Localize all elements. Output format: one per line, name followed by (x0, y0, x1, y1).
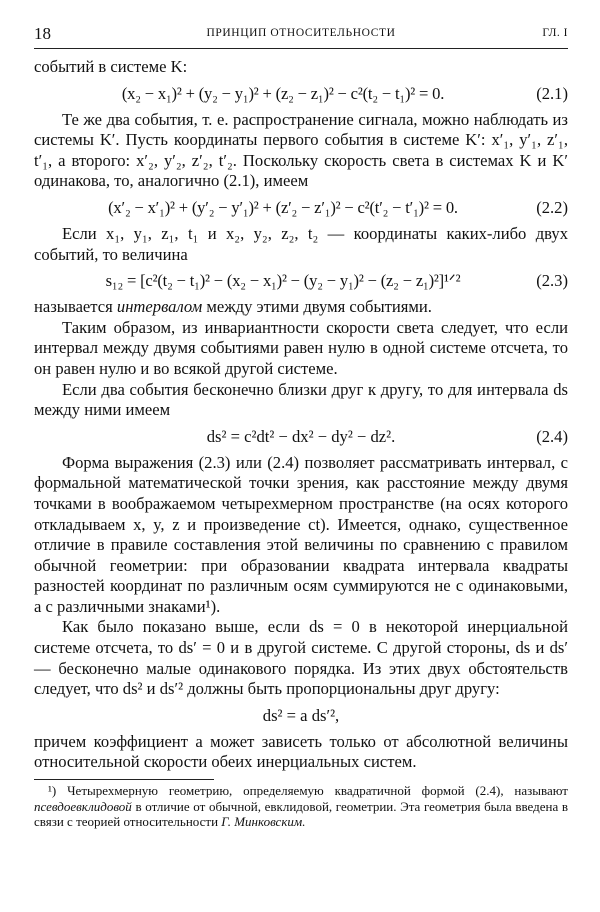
equation-2-2-formula: (x′₂ − x′₁)² + (y′₂ − y′₁)² + (z′₂ − z′₁)² − c²(t′₂ − t′₁)² = 0. (108, 197, 458, 217)
footnote-text-start: Четырехмерную геометрию, определяемую квадратичной формой (2.4), называют (67, 783, 568, 799)
footnote-marker: ¹) (48, 783, 57, 799)
term-pseudo-euclidean: псевдоевклидовой (34, 798, 132, 814)
page (34, 24, 568, 830)
paragraph-8: причем коэффициент a может зависеть только от абсолютной величины относительной скорости обеих инерциальных систем. (34, 731, 568, 772)
paragraph-7: Как было показано выше, если ds = 0 в некоторой инерциальной системе отсчета, то ds′ = 0 и в другой системе. С другой стороны, ds и ds′ — бесконечно малые одинакового порядка. Из этих двух обстоятельств следует, что ds² и ds′² должны быть пропорциональны друг другу: (34, 617, 568, 699)
equation-2-4-number: (2.4) (536, 426, 568, 446)
paragraph-0: событий в системе K: (34, 57, 188, 76)
paragraph-2: Если x₁, y₁, z₁, t₁ и x₂, y₂, z₂, t₂ — координаты каких-либо двух событий, то величина (34, 223, 568, 264)
paragraph-5: Если два события бесконечно близки друг к другу, то для интервала ds между ними имеем (34, 379, 568, 420)
paragraph-1: Те же два события, т. е. распространение сигнала, можно наблюдать из системы K′. Пусть координаты первого события в системе K′: x′₁, y′₁, z′₁, t′₁, а второго: x′₂, y′₂, z′₂, t′₂. Поскольку скорость света в системах K и K′ одинакова, то, аналогично (2.1), имеем (34, 109, 568, 191)
equation-2-1-number: (2.1) (536, 83, 568, 103)
footnote-author: Г. Минковским. (221, 814, 306, 830)
equation-2-4-formula: ds² = c²dt² − dx² − dy² − dz². (206, 426, 396, 446)
equation-2-4 (34, 426, 568, 448)
running-title: ПРИНЦИП ОТНОСИТЕЛЬНОСТИ (206, 27, 396, 39)
equation-proportional (34, 705, 568, 727)
paragraph-6: Форма выражения (2.3) или (2.4) позволяет рассматривать интервал, с формальной математической точки зрения, как расстояние между двумя точками в воображаемом четырехмерном пространстве (на осях которого откладываем x, y, z и произведение ct). Имеется, однако, существенное отличие в правиле составления этой величины по сравнению с правилом обычной геометрии: при образовании квадрата интервала квадраты разностей координат по различным осям суммируются не с одинаковыми, а с различными знаками¹). (34, 452, 568, 616)
running-header (34, 24, 568, 46)
equation-proportional-formula: ds² = a ds′², (262, 705, 340, 725)
equation-2-3-formula: s₁₂ = [c²(t₂ − t₁)² − (x₂ − x₁)² − (y₂ − y₁)² − (z₂ − z₁)²]¹ᐟ² (105, 271, 461, 291)
equation-2-1 (34, 83, 568, 105)
chapter-label: ГЛ. I (542, 27, 568, 39)
equation-2-3 (34, 270, 568, 292)
footnote (34, 783, 568, 830)
paragraph-3-start: называется (34, 297, 113, 317)
page-number: 18 (34, 24, 51, 43)
equation-2-2 (34, 197, 568, 219)
paragraph-4: Таким образом, из инвариантности скорости света следует, что если интервал между двумя событиями равен нулю в одной системе отсчета, то он равен нулю и во всякой другой системе. (34, 317, 568, 378)
header-rule (34, 48, 568, 49)
equation-2-2-number: (2.2) (536, 197, 568, 217)
term-interval: интервалом (116, 297, 203, 317)
equation-2-1-formula: (x₂ − x₁)² + (y₂ − y₁)² + (z₂ − z₁)² − c²(t₂ − t₁)² = 0. (121, 83, 445, 103)
main-text (34, 57, 568, 830)
paragraph-3-end: между этими двумя событиями. (206, 297, 432, 317)
footnote-text-middle: в отличие от обычной, евклидовой, геометрии. Эта геометрия была введена в связи с теорией относительности (34, 798, 569, 830)
footnote-rule (34, 779, 214, 780)
paragraph-3 (34, 297, 568, 318)
equation-2-3-number: (2.3) (536, 271, 568, 291)
